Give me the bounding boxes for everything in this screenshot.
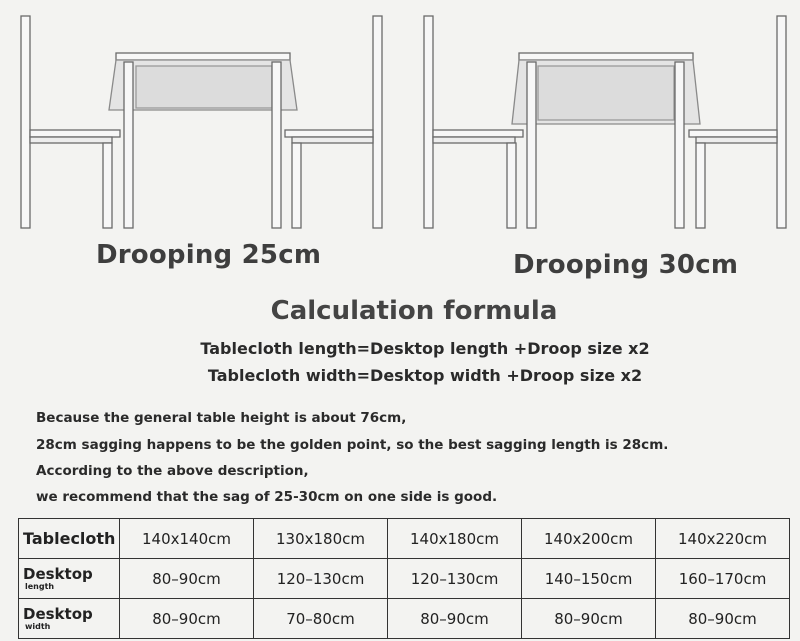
- table-cell: 80–90cm: [388, 599, 522, 639]
- size-table: [18, 518, 790, 639]
- table-cell: 120–130cm: [254, 559, 388, 599]
- table-row-tablecloth: [19, 519, 790, 559]
- table-cell: 120–130cm: [388, 559, 522, 599]
- table-cell: 70–80cm: [254, 599, 388, 639]
- left-chair-a: [21, 16, 120, 228]
- description-line: 28cm sagging happens to be the golden point, so the best sagging length is 28cm.: [36, 437, 669, 453]
- description-line: we recommend that the sag of 25-30cm on one side is good.: [36, 489, 498, 505]
- formula-width: Tablecloth width=Desktop width +Droop size x2: [207, 366, 643, 385]
- drooping-illustration: [0, 0, 800, 240]
- description-line: According to the above description,: [36, 463, 309, 479]
- row-header-label: Desktop: [23, 564, 93, 583]
- row-header: [19, 519, 120, 559]
- row-header-label: Tablecloth: [23, 528, 116, 548]
- table-cell: 130x180cm: [254, 519, 388, 559]
- left-chair-b: [285, 16, 382, 228]
- table-row-desktop-length: [19, 559, 790, 599]
- formula-length: Tablecloth length=Desktop length +Droop size x2: [200, 339, 650, 358]
- table-cell: 160–170cm: [656, 559, 790, 599]
- row-header: [19, 599, 120, 639]
- formula-title: Calculation formula: [270, 296, 558, 326]
- table-cell: 140x200cm: [522, 519, 656, 559]
- right-scene: [424, 16, 786, 228]
- description-line: Because the general table height is about 76cm,: [36, 410, 407, 426]
- left-scene: [21, 16, 382, 228]
- table-cell: 80–90cm: [656, 599, 790, 639]
- right-chair-a: [424, 16, 523, 228]
- row-header: [19, 559, 120, 599]
- table-cell: 140x180cm: [388, 519, 522, 559]
- right-chair-b: [689, 16, 786, 228]
- table-cell: 140–150cm: [522, 559, 656, 599]
- caption-drooping-25: Drooping 25cm: [96, 240, 322, 270]
- right-table: [512, 53, 700, 228]
- table-cell: 80–90cm: [120, 559, 254, 599]
- row-header-sublabel: width: [25, 621, 51, 631]
- table-row-desktop-width: [19, 599, 790, 639]
- table-cell: 80–90cm: [522, 599, 656, 639]
- row-header-sublabel: length: [25, 581, 55, 591]
- caption-drooping-30: Drooping 30cm: [513, 250, 739, 280]
- left-table: [109, 53, 297, 228]
- row-header-label: Desktop: [23, 604, 93, 623]
- table-cell: 80–90cm: [120, 599, 254, 639]
- table-cell: 140x220cm: [656, 519, 790, 559]
- table-cell: 140x140cm: [120, 519, 254, 559]
